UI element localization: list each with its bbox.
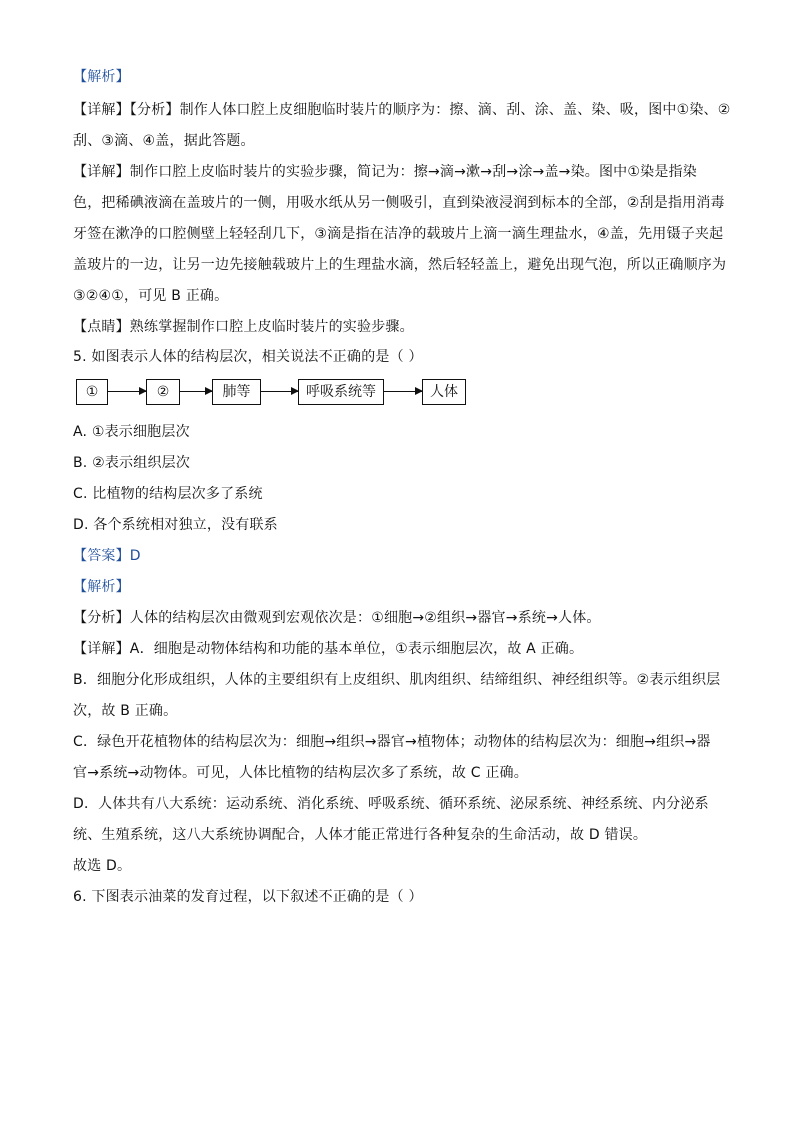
q5-detail-line-1: 【详解】A．细胞是动物体结构和功能的基本单位，①表示细胞层次，故 A 正确。	[73, 641, 584, 657]
q5-detail-line-7: 统、生殖系统，这八大系统协调配合，人体才能正常进行各种复杂的生命活动，故 D 错误。	[73, 827, 648, 843]
question-5-option-c: C. 比植物的结构层次多了系统	[73, 486, 263, 502]
q4-detail-line-4: 盖玻片的一边，让另一边先接触载玻片上的生理盐水滴，然后轻轻盖上，避免出现气泡，所以正确顺序为	[73, 257, 727, 273]
question-6-stem: 6. 下图表示油菜的发育过程，以下叙述不正确的是（ ）	[73, 889, 423, 905]
q4-detail-line-2: 色，把稀碘液滴在盖玻片的一侧，用吸水纸从另一侧吸引，直到染液浸润到标本的全部，②刮是指用消毒	[73, 195, 725, 211]
q4-detail-line-1: 【详解】制作口腔上皮临时装片的实验步骤，简记为：擦→滴→漱→刮→涂→盖→染。图中①染是指染	[73, 164, 697, 180]
q4-tip-line: 【点睛】熟练掌握制作口腔上皮临时装片的实验步骤。	[73, 319, 414, 335]
analysis-heading-1: 【解析】	[73, 69, 130, 85]
diagram-arrow-2	[180, 391, 212, 392]
q5-detail-line-5: 官→系统→动物体。可见，人体比植物的结构层次多了系统，故 C 正确。	[73, 765, 528, 781]
structure-level-diagram	[76, 379, 476, 409]
question-5-stem: 5. 如图表示人体的结构层次，相关说法不正确的是（ ）	[73, 349, 423, 365]
q4-detail-line-3: 牙签在漱净的口腔侧壁上轻轻刮几下，③滴是指在洁净的载玻片上滴一滴生理盐水，④盖，先用镊子夹起	[73, 226, 724, 242]
question-5-option-b: B. ②表示组织层次	[73, 455, 191, 471]
diagram-arrow-4	[384, 391, 422, 392]
q5-detail-line-4: C．绿色开花植物体的结构层次为：细胞→组织→器官→植物体；动物体的结构层次为：细胞→组织→器	[73, 734, 711, 750]
q5-detail-line-2: B．细胞分化形成组织，人体的主要组织有上皮组织、肌肉组织、结缔组织、神经组织等。②表示组织层	[73, 672, 721, 688]
diagram-arrow-3	[261, 391, 298, 392]
diagram-node-4: 呼吸系统等	[298, 379, 384, 405]
question-5-answer: 【答案】D	[73, 548, 141, 564]
q4-detail-line-5: ③②④①，可见 B 正确。	[73, 288, 229, 304]
diagram-node-3: 肺等	[212, 379, 261, 405]
question-5-option-d: D. 各个系统相对独立，没有联系	[73, 517, 278, 533]
question-5-option-a: A. ①表示细胞层次	[73, 424, 190, 440]
q4-analysis-line-1: 【详解】【分析】制作人体口腔上皮细胞临时装片的顺序为：擦、滴、刮、涂、盖、染、吸，图中①染、②	[73, 102, 731, 118]
q4-analysis-line-2: 刮、③滴、④盖，据此答题。	[73, 133, 255, 149]
diagram-node-5: 人体	[422, 379, 466, 405]
q5-analysis-line: 【分析】人体的结构层次由微观到宏观依次是：①细胞→②组织→器官→系统→人体。	[73, 610, 601, 626]
diagram-node-1: ①	[76, 379, 108, 405]
q5-conclusion: 故选 D。	[73, 858, 132, 874]
q5-detail-line-3: 次，故 B 正确。	[73, 703, 178, 719]
q5-detail-line-6: D．人体共有八大系统：运动系统、消化系统、呼吸系统、循环系统、泌尿系统、神经系统、内分泌系	[73, 796, 709, 812]
diagram-node-2: ②	[146, 379, 180, 405]
analysis-heading-2: 【解析】	[73, 579, 130, 595]
diagram-arrow-1	[108, 391, 146, 392]
